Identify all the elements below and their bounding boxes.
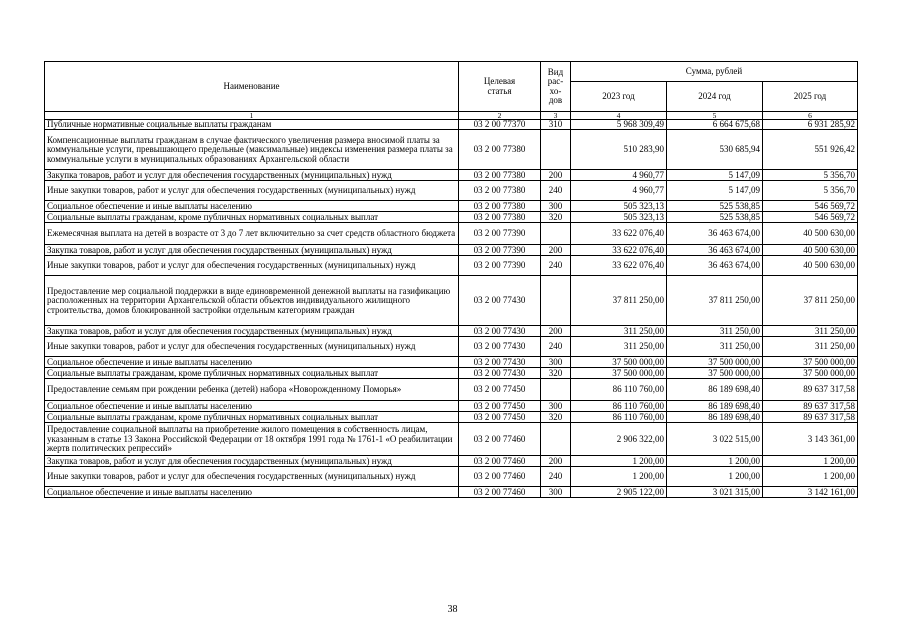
row-amount-2025: 3 143 361,00 xyxy=(763,423,858,456)
row-amount-2024: 36 463 674,00 xyxy=(667,256,763,276)
header-year-2025: 2025 год xyxy=(763,82,858,112)
row-amount-2024: 3 022 515,00 xyxy=(667,423,763,456)
table-row xyxy=(45,368,858,379)
row-name: Иные закупки товаров, работ и услуг для обеспечения государственных (муниципальных) нужд xyxy=(45,337,459,357)
row-expense-type: 320 xyxy=(541,212,571,223)
row-amount-2024: 525 538,85 xyxy=(667,212,763,223)
row-amount-2025: 40 500 630,00 xyxy=(763,245,858,256)
row-amount-2024: 86 189 698,40 xyxy=(667,379,763,401)
row-target-code: 03 2 00 77380 xyxy=(459,170,541,181)
row-amount-2025: 37 500 000,00 xyxy=(763,368,858,379)
row-expense-type: 200 xyxy=(541,170,571,181)
row-name: Ежемесячная выплата на детей в возрасте от 3 до 7 лет включительно за счет средств областного бюджета xyxy=(45,223,459,245)
row-amount-2024: 5 147,09 xyxy=(667,181,763,201)
row-expense-type xyxy=(541,379,571,401)
row-amount-2025: 311 250,00 xyxy=(763,337,858,357)
row-amount-2024: 6 664 675,68 xyxy=(667,120,763,130)
row-name: Предоставление мер социальной поддержки в виде единовременной денежной выплаты на газификацию расположенных на территории Архангельской области объектов индивидуального жилищного строительства, домов блокированной застройки отдельным категориям граждан xyxy=(45,276,459,326)
row-amount-2023: 510 283,90 xyxy=(571,130,667,170)
row-target-code: 03 2 00 77380 xyxy=(459,212,541,223)
row-target-code: 03 2 00 77430 xyxy=(459,337,541,357)
row-amount-2025: 551 926,42 xyxy=(763,130,858,170)
row-target-code: 03 2 00 77380 xyxy=(459,201,541,212)
column-number: 5 xyxy=(667,112,763,120)
table-row xyxy=(45,256,858,276)
table-row xyxy=(45,423,858,456)
table-row xyxy=(45,223,858,245)
row-amount-2025: 37 811 250,00 xyxy=(763,276,858,326)
row-amount-2023: 5 968 309,49 xyxy=(571,120,667,130)
table-row xyxy=(45,245,858,256)
budget-table xyxy=(44,61,858,498)
row-amount-2024: 1 200,00 xyxy=(667,467,763,487)
row-amount-2023: 33 622 076,40 xyxy=(571,223,667,245)
table-row xyxy=(45,212,858,223)
row-amount-2023: 1 200,00 xyxy=(571,467,667,487)
row-amount-2023: 1 200,00 xyxy=(571,456,667,467)
row-amount-2025: 311 250,00 xyxy=(763,326,858,337)
table-row xyxy=(45,201,858,212)
row-expense-type: 320 xyxy=(541,412,571,423)
row-target-code: 03 2 00 77430 xyxy=(459,357,541,368)
table-row xyxy=(45,357,858,368)
row-amount-2023: 86 110 760,00 xyxy=(571,401,667,412)
row-amount-2025: 37 500 000,00 xyxy=(763,357,858,368)
column-number: 3 xyxy=(541,112,571,120)
row-expense-type xyxy=(541,423,571,456)
row-expense-type: 240 xyxy=(541,256,571,276)
row-name: Закупка товаров, работ и услуг для обеспечения государственных (муниципальных) нужд xyxy=(45,456,459,467)
row-target-code: 03 2 00 77370 xyxy=(459,120,541,130)
row-amount-2023: 505 323,13 xyxy=(571,201,667,212)
row-target-code: 03 2 00 77430 xyxy=(459,368,541,379)
table-row xyxy=(45,456,858,467)
row-amount-2025: 3 142 161,00 xyxy=(763,487,858,498)
table-row xyxy=(45,487,858,498)
row-target-code: 03 2 00 77450 xyxy=(459,412,541,423)
table-row xyxy=(45,379,858,401)
column-number: 6 xyxy=(763,112,858,120)
row-target-code: 03 2 00 77430 xyxy=(459,326,541,337)
row-amount-2025: 40 500 630,00 xyxy=(763,223,858,245)
row-amount-2025: 89 637 317,58 xyxy=(763,379,858,401)
row-amount-2025: 89 637 317,58 xyxy=(763,412,858,423)
row-amount-2024: 86 189 698,40 xyxy=(667,412,763,423)
row-name: Предоставление семьям при рождении ребенка (детей) набора «Новорожденному Поморья» xyxy=(45,379,459,401)
row-amount-2024: 36 463 674,00 xyxy=(667,223,763,245)
row-name: Социальные выплаты гражданам, кроме публичных нормативных социальных выплат xyxy=(45,412,459,423)
row-amount-2024: 36 463 674,00 xyxy=(667,245,763,256)
table-row xyxy=(45,467,858,487)
row-target-code: 03 2 00 77460 xyxy=(459,456,541,467)
row-amount-2023: 86 110 760,00 xyxy=(571,412,667,423)
column-number: 1 xyxy=(45,112,459,120)
table-row xyxy=(45,337,858,357)
row-amount-2025: 40 500 630,00 xyxy=(763,256,858,276)
row-expense-type: 240 xyxy=(541,337,571,357)
row-target-code: 03 2 00 77460 xyxy=(459,467,541,487)
header-year-2024: 2024 год xyxy=(667,82,763,112)
row-target-code: 03 2 00 77450 xyxy=(459,401,541,412)
table-row xyxy=(45,276,858,326)
column-number-row xyxy=(45,112,858,120)
row-name: Предоставление социальной выплаты на приобретение жилого помещения в собственность лицам, указанным в статье 13 Закона Российской Федерации от 18 октября 1991 года № 1761-1 «О реабилитации жертв политических репрессий» xyxy=(45,423,459,456)
header-row-top xyxy=(45,62,858,82)
row-name: Социальные выплаты гражданам, кроме публичных нормативных социальных выплат xyxy=(45,212,459,223)
row-amount-2023: 311 250,00 xyxy=(571,337,667,357)
row-amount-2025: 6 931 285,92 xyxy=(763,120,858,130)
row-amount-2024: 3 021 315,00 xyxy=(667,487,763,498)
row-expense-type: 320 xyxy=(541,368,571,379)
row-name: Социальные выплаты гражданам, кроме публичных нормативных социальных выплат xyxy=(45,368,459,379)
row-expense-type: 200 xyxy=(541,326,571,337)
row-amount-2024: 311 250,00 xyxy=(667,337,763,357)
row-target-code: 03 2 00 77450 xyxy=(459,379,541,401)
row-amount-2023: 33 622 076,40 xyxy=(571,245,667,256)
row-target-code: 03 2 00 77380 xyxy=(459,130,541,170)
row-amount-2024: 86 189 698,40 xyxy=(667,401,763,412)
row-amount-2025: 1 200,00 xyxy=(763,456,858,467)
row-amount-2024: 5 147,09 xyxy=(667,170,763,181)
row-name: Социальное обеспечение и иные выплаты населению xyxy=(45,487,459,498)
row-amount-2023: 37 500 000,00 xyxy=(571,368,667,379)
row-name: Социальное обеспечение и иные выплаты населению xyxy=(45,201,459,212)
column-number: 4 xyxy=(571,112,667,120)
table-row xyxy=(45,326,858,337)
row-amount-2025: 1 200,00 xyxy=(763,467,858,487)
row-amount-2025: 5 356,70 xyxy=(763,170,858,181)
row-amount-2023: 2 906 322,00 xyxy=(571,423,667,456)
row-expense-type: 240 xyxy=(541,181,571,201)
row-amount-2023: 311 250,00 xyxy=(571,326,667,337)
row-expense-type: 300 xyxy=(541,401,571,412)
row-amount-2025: 546 569,72 xyxy=(763,212,858,223)
row-expense-type: 300 xyxy=(541,487,571,498)
row-amount-2023: 37 500 000,00 xyxy=(571,357,667,368)
row-expense-type xyxy=(541,223,571,245)
row-amount-2024: 37 500 000,00 xyxy=(667,368,763,379)
row-expense-type xyxy=(541,276,571,326)
row-amount-2023: 33 622 076,40 xyxy=(571,256,667,276)
row-amount-2023: 4 960,77 xyxy=(571,181,667,201)
row-name: Социальное обеспечение и иные выплаты населению xyxy=(45,401,459,412)
row-amount-2024: 37 811 250,00 xyxy=(667,276,763,326)
row-expense-type: 300 xyxy=(541,201,571,212)
table-row xyxy=(45,130,858,170)
row-amount-2025: 89 637 317,58 xyxy=(763,401,858,412)
row-name: Закупка товаров, работ и услуг для обеспечения государственных (муниципальных) нужд xyxy=(45,170,459,181)
table-row xyxy=(45,401,858,412)
table-row xyxy=(45,412,858,423)
row-target-code: 03 2 00 77460 xyxy=(459,423,541,456)
row-amount-2023: 505 323,13 xyxy=(571,212,667,223)
row-amount-2023: 37 811 250,00 xyxy=(571,276,667,326)
row-name: Иные закупки товаров, работ и услуг для обеспечения государственных (муниципальных) нужд xyxy=(45,467,459,487)
row-target-code: 03 2 00 77460 xyxy=(459,487,541,498)
row-amount-2024: 1 200,00 xyxy=(667,456,763,467)
row-name: Закупка товаров, работ и услуг для обеспечения государственных (муниципальных) нужд xyxy=(45,326,459,337)
row-name: Публичные нормативные социальные выплаты гражданам xyxy=(45,120,459,130)
header-name: Наименование xyxy=(45,62,459,112)
header-sum: Сумма, рублей xyxy=(571,62,858,82)
row-amount-2024: 311 250,00 xyxy=(667,326,763,337)
row-amount-2023: 86 110 760,00 xyxy=(571,379,667,401)
row-amount-2023: 2 905 122,00 xyxy=(571,487,667,498)
row-amount-2024: 530 685,94 xyxy=(667,130,763,170)
header-target: Целевая статья xyxy=(459,62,541,112)
row-target-code: 03 2 00 77380 xyxy=(459,181,541,201)
row-amount-2025: 5 356,70 xyxy=(763,181,858,201)
row-amount-2025: 546 569,72 xyxy=(763,201,858,212)
row-name: Иные закупки товаров, работ и услуг для обеспечения государственных (муниципальных) нужд xyxy=(45,256,459,276)
header-year-2023: 2023 год xyxy=(571,82,667,112)
row-amount-2023: 4 960,77 xyxy=(571,170,667,181)
row-expense-type: 200 xyxy=(541,456,571,467)
row-target-code: 03 2 00 77390 xyxy=(459,245,541,256)
row-expense-type: 240 xyxy=(541,467,571,487)
row-name: Социальное обеспечение и иные выплаты населению xyxy=(45,357,459,368)
table-body xyxy=(45,120,858,498)
row-expense-type: 300 xyxy=(541,357,571,368)
row-target-code: 03 2 00 77390 xyxy=(459,223,541,245)
row-target-code: 03 2 00 77430 xyxy=(459,276,541,326)
row-amount-2024: 37 500 000,00 xyxy=(667,357,763,368)
row-expense-type xyxy=(541,130,571,170)
page-number: 38 xyxy=(447,604,458,615)
row-name: Компенсационные выплаты гражданам в случае фактического увеличения размера вносимой платы за коммунальные услуги, превышающего предельные (максимальные) индексы изменения размера платы за коммунальные услуги в муниципальных образованиях Архангельской области xyxy=(45,130,459,170)
header-type: Вид рас- хо- дов xyxy=(541,62,571,112)
table-row xyxy=(45,170,858,181)
row-expense-type: 310 xyxy=(541,120,571,130)
table-row xyxy=(45,120,858,130)
row-name: Закупка товаров, работ и услуг для обеспечения государственных (муниципальных) нужд xyxy=(45,245,459,256)
row-expense-type: 200 xyxy=(541,245,571,256)
column-number: 2 xyxy=(459,112,541,120)
table-row xyxy=(45,181,858,201)
row-name: Иные закупки товаров, работ и услуг для обеспечения государственных (муниципальных) нужд xyxy=(45,181,459,201)
row-target-code: 03 2 00 77390 xyxy=(459,256,541,276)
row-amount-2024: 525 538,85 xyxy=(667,201,763,212)
